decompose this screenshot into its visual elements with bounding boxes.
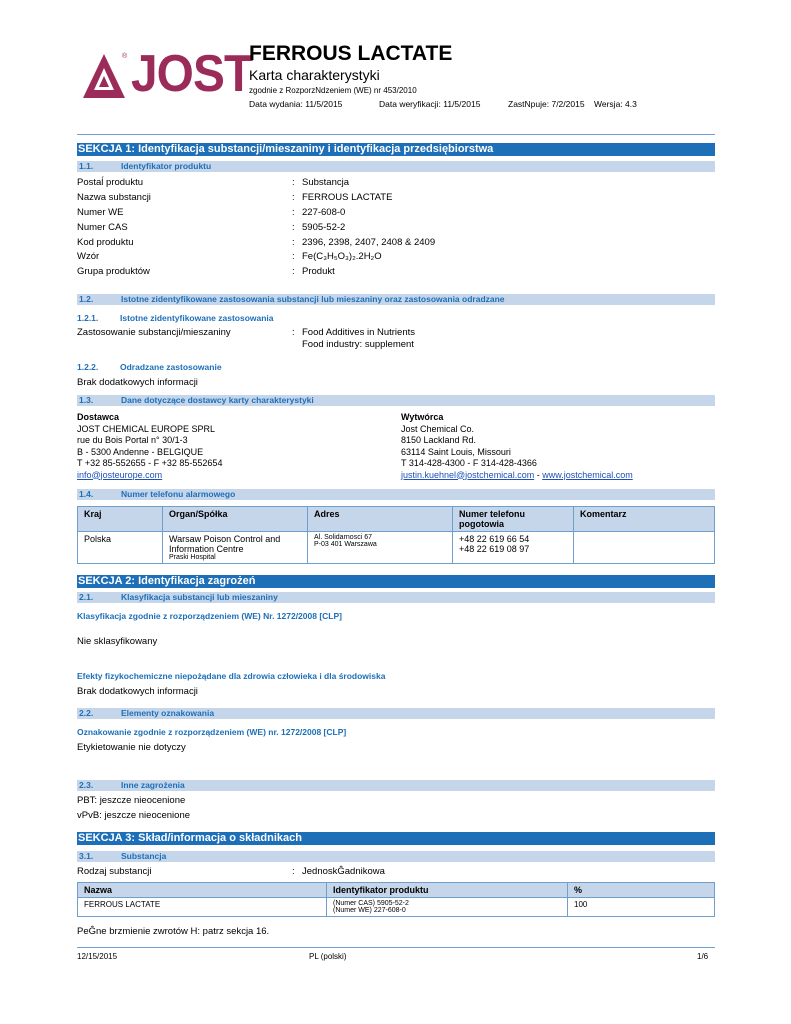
- phone-cell: [453, 532, 574, 564]
- subsection-2-1: [77, 592, 715, 603]
- row-colon: :: [292, 192, 295, 203]
- cas-number: (Numer CAS) 5905-52-2: [333, 900, 409, 907]
- link-separator: -: [534, 469, 543, 480]
- row-value: 227-608-0: [302, 207, 346, 218]
- footer-language: PL (polski): [309, 952, 347, 961]
- org-subname: Praski Hospital: [169, 554, 216, 561]
- effects-text: Brak dodatkowych informacji: [77, 686, 198, 697]
- pbt-text: PBT: jeszcze nieocenione: [77, 795, 186, 806]
- subsection-1-2-1: [77, 313, 677, 324]
- substance-type-value: JednoskĜadnikowa: [302, 866, 385, 877]
- issue-date: Data wydania: 11/5/2015: [249, 99, 343, 109]
- row-label: Numer CAS: [77, 222, 128, 233]
- row-colon: :: [292, 251, 295, 262]
- manufacturer-website-link[interactable]: www.jostchemical.com: [542, 469, 633, 480]
- subsection-number: 2.3.: [79, 780, 94, 790]
- manufacturer-line: 8150 Lackland Rd.: [401, 435, 477, 445]
- row-label: Nazwa substancji: [77, 192, 151, 203]
- row-colon: :: [292, 866, 295, 877]
- row-label: Wzór: [77, 251, 100, 262]
- subsection-title: Numer telefonu alarmowego: [121, 489, 236, 499]
- manufacturer-line: Jost Chemical Co.: [401, 423, 475, 434]
- emergency-phone-table: [77, 506, 715, 564]
- registered-mark: ®: [122, 53, 128, 60]
- column-header: Organ/Spółka: [163, 507, 308, 532]
- subsection-number: 2.1.: [79, 592, 94, 602]
- supplier-heading: Dostawca: [77, 412, 120, 422]
- subsection-title: Dane dotyczące dostawcy karty charakterystyki: [121, 395, 314, 405]
- subsection-title: Inne zagrożenia: [121, 780, 185, 790]
- regulation-note: zgodnie z RozporzNdzeniem (WE) nr 453/2010: [249, 86, 417, 95]
- subsection-number: 1.4.: [79, 489, 94, 499]
- manufacturer-line: 63114 Saint Louis, Missouri: [401, 446, 511, 457]
- row-colon: :: [292, 222, 295, 233]
- header-rule: [77, 134, 715, 135]
- footer-date: 12/15/2015: [77, 952, 118, 961]
- subsection-2-3: [77, 780, 715, 791]
- subsection-title: Odradzane zastosowanie: [120, 362, 222, 372]
- subsection-number: 2.2.: [79, 708, 94, 718]
- clp-classification-text: Nie sklasyfikowany: [77, 636, 158, 647]
- supplier-block: [77, 412, 222, 481]
- section-2-title: SEKCJA 2: Identyfikacja zagrożeń: [77, 575, 715, 588]
- table-row: [78, 532, 715, 564]
- address-line: P-03 401 Warszawa: [314, 541, 377, 548]
- footer-rule: [77, 947, 715, 948]
- subsection-1-3: [77, 395, 715, 406]
- table-row: [78, 898, 715, 917]
- row-value: 2396, 2398, 2407, 2408 & 2409: [302, 237, 436, 248]
- supplier-line: T +32 85-552655 - F +32 85-552654: [77, 458, 223, 468]
- subsection-number: 1.3.: [79, 395, 94, 405]
- row-label: Numer WE: [77, 207, 124, 218]
- substance-name-cell: FERROUS LACTATE: [78, 898, 327, 917]
- row-label: Kod produktu: [77, 237, 134, 248]
- row-label: Postaĺ produktu: [77, 177, 144, 188]
- percent-cell: 100: [568, 898, 715, 917]
- vpvb-text: vPvB: jeszcze nieocenione: [77, 810, 191, 821]
- row-colon: :: [292, 177, 295, 188]
- subsection-title: Klasyfikacja substancji lub mieszaniny: [121, 592, 278, 602]
- column-header: Numer telefonu pogotowia: [453, 507, 574, 532]
- version: Wersja: 4.3: [594, 99, 637, 109]
- row-colon: :: [292, 327, 295, 338]
- jost-logo-mark: [83, 53, 128, 98]
- section-3-title: SEKCJA 3: Skład/informacja o składnikach: [77, 832, 715, 845]
- column-header: Identyfikator produktu: [327, 883, 568, 898]
- supplier-line: B - 5300 Andenne - BELGIQUE: [77, 446, 204, 457]
- subsection-title: Istotne zidentyfikowane zastosowania substancji lub mieszaniny oraz zastosowania odradzane: [121, 294, 505, 304]
- subsection-1-2: [77, 294, 715, 305]
- column-header: Adres: [308, 507, 453, 532]
- identifier-cell: [327, 898, 568, 917]
- subsection-3-1: [77, 851, 715, 862]
- footer-page-number: 1/6: [697, 952, 709, 961]
- supplier-line: JOST CHEMICAL EUROPE SPRL: [77, 423, 216, 434]
- row-value: 5905-52-2: [302, 222, 346, 233]
- subsection-number: 1.2.: [79, 294, 94, 304]
- org-name: Warsaw Poison Control and Information Centre: [169, 534, 281, 554]
- comment-cell: [574, 532, 715, 564]
- subsection-number: 1.2.2.: [77, 362, 99, 372]
- ec-number: (Numer WE) 227-608-0: [333, 907, 406, 914]
- table-header-row: [78, 883, 715, 898]
- phone-number: +48 22 619 66 54: [459, 534, 530, 544]
- replaces-date: ZastNpuje: 7/2/2015: [508, 99, 585, 109]
- substance-type-label: Rodzaj substancji: [77, 866, 152, 877]
- row-value: FERROUS LACTATE: [302, 192, 393, 203]
- jost-logo-text: JOST: [131, 45, 253, 103]
- subsection-number: 1.1.: [79, 161, 94, 171]
- phone-number: +48 22 619 08 97: [459, 544, 530, 554]
- subsection-1-4: [77, 489, 715, 500]
- subsection-1-2-2: [77, 362, 677, 373]
- use-value: Food Additives in Nutrients: [302, 327, 416, 338]
- column-header: Kraj: [78, 507, 163, 532]
- row-label: Grupa produktów: [77, 266, 150, 277]
- column-header: Nazwa: [78, 883, 327, 898]
- row-value: Produkt: [302, 266, 335, 277]
- row-value: Fe(C₃H₅O₃)₂.2H₂O: [302, 251, 382, 262]
- subsection-number: 1.2.1.: [77, 313, 99, 323]
- use-label: Zastosowanie substancji/mieszaniny: [77, 327, 231, 338]
- subsection-title: Elementy oznakowania: [121, 708, 215, 718]
- subsection-title: Istotne zidentyfikowane zastosowania: [120, 313, 274, 323]
- row-colon: :: [292, 207, 295, 218]
- country-cell: Polska: [78, 532, 163, 564]
- verify-date: Data weryfikacji: 11/5/2015: [379, 99, 481, 109]
- table-header-row: [78, 507, 715, 532]
- document-subtitle: Karta charakterystyki: [249, 67, 380, 83]
- subsection-1-1: [77, 161, 715, 172]
- supplier-email-link[interactable]: info@josteurope.com: [77, 469, 163, 480]
- row-value: Substancja: [302, 177, 350, 188]
- labelling-text: Etykietowanie nie dotyczy: [77, 742, 186, 753]
- address-line: Al. Solidarnosci 67: [314, 534, 372, 541]
- section-1-title: SEKCJA 1: Identyfikacja substancji/mieszaniny i identyfikacja przedsiębiorstwa: [77, 143, 715, 156]
- labelling-heading: Oznakowanie zgodnie z rozporządzeniem (WE) nr. 1272/2008 [CLP]: [77, 727, 347, 737]
- subsection-number: 3.1.: [79, 851, 94, 861]
- manufacturer-line: T 314-428-4300 - F 314-428-4366: [401, 458, 537, 468]
- clp-classification-heading: Klasyfikacja zgodnie z rozporządzeniem (WE) Nr. 1272/2008 [CLP]: [77, 611, 342, 621]
- no-info-text: Brak dodatkowych informacji: [77, 377, 198, 388]
- row-colon: :: [292, 237, 295, 248]
- org-cell: [163, 532, 308, 564]
- h-statements-note: PeĜne brzmienie zwrotów H: patrz sekcja 16.: [77, 926, 270, 937]
- document-title: FERROUS LACTATE: [249, 42, 453, 65]
- effects-heading: Efekty fizykochemiczne niepożądane dla zdrowia człowieka i dla środowiska: [77, 671, 386, 681]
- manufacturer-email-link[interactable]: justin.kuehnel@jostchemical.com: [401, 469, 535, 480]
- address-cell: [308, 532, 453, 564]
- subsection-2-2: [77, 708, 715, 719]
- column-header: Komentarz: [574, 507, 715, 532]
- manufacturer-heading: Wytwórca: [401, 412, 444, 422]
- subsection-title: Identyfikator produktu: [121, 161, 212, 171]
- subsection-title: Substancja: [121, 851, 167, 861]
- manufacturer-block: [401, 412, 633, 481]
- composition-table: [77, 882, 715, 917]
- row-colon: :: [292, 266, 295, 277]
- column-header: %: [568, 883, 715, 898]
- use-value: Food industry: supplement: [302, 339, 414, 350]
- supplier-line: rue du Bois Portal n° 30/1-3: [77, 435, 188, 445]
